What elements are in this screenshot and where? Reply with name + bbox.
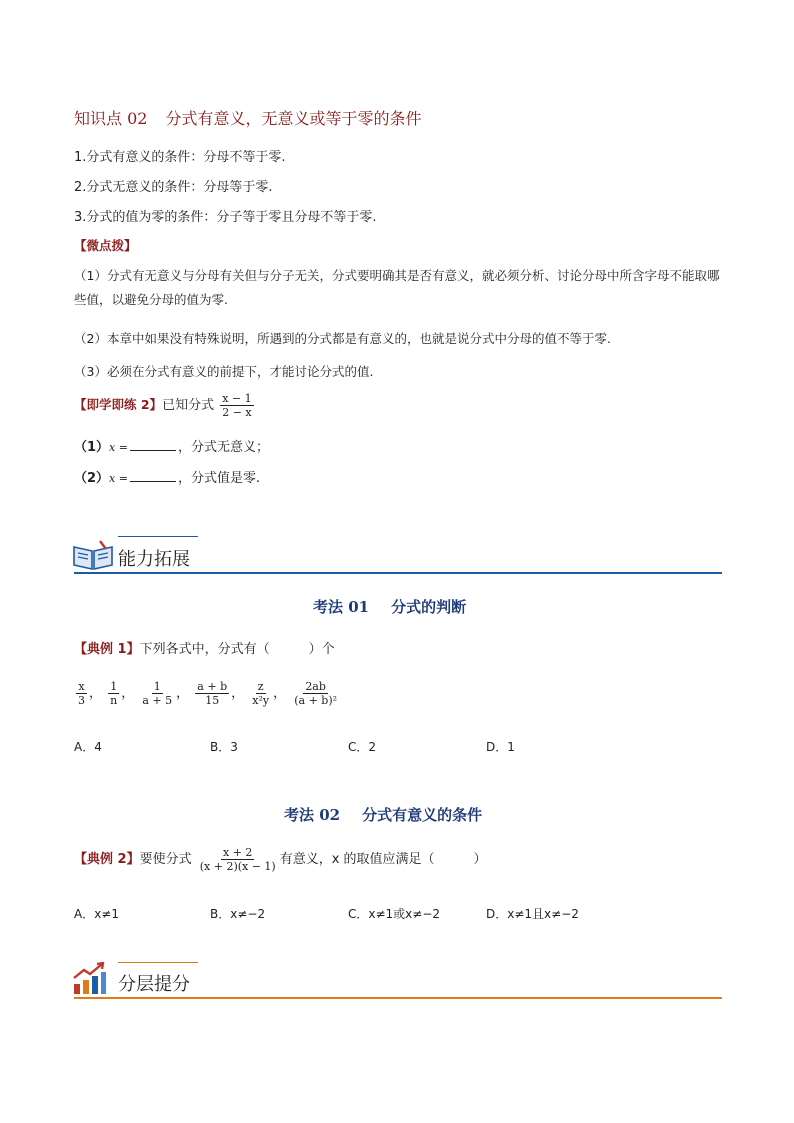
tip-label: 【微点拨】 <box>74 238 137 253</box>
answer-blank-1[interactable] <box>130 450 176 451</box>
example2-fraction: $\frac{x + 2}{(x + 2)(x - 1)}$ <box>199 846 276 873</box>
section2-top-rule <box>118 962 198 963</box>
fraction-denominator: 2 − x <box>222 406 252 419</box>
fraction-6: $\frac{2ab}{\text{(a + b)²}}$ <box>294 680 338 707</box>
answer-blank-2[interactable] <box>130 481 176 482</box>
example2-option-b[interactable]: B．x≠−2 <box>210 907 266 921</box>
practice-question-2: （2）x = ，分式值是零. <box>74 471 261 486</box>
example1-option-c[interactable]: C．2 <box>348 740 377 754</box>
section1-title: 能力拓展 <box>118 549 190 570</box>
example1-option-a[interactable]: A．4 <box>74 740 102 754</box>
kp-item-1: 1.分式有意义的条件：分母不等于零. <box>74 150 286 165</box>
method2-heading: 考法 02 分式有意义的条件 <box>284 806 483 824</box>
fraction-3: $\frac{1}{a + 5}$ <box>142 680 173 707</box>
example2-option-a[interactable]: A．x≠1 <box>74 907 120 921</box>
example2-option-c[interactable]: C．x≠1或x≠−2 <box>348 907 441 921</box>
knowledge-point-title: 分式有意义，无意义或等于零的条件 <box>165 109 422 128</box>
section2-title: 分层提分 <box>118 974 190 995</box>
example2-option-d[interactable]: D．x≠1且x≠−2 <box>486 907 579 921</box>
section1-top-rule <box>118 536 198 537</box>
practice-question-1: （1）x = ，分式无意义； <box>74 440 269 455</box>
fraction-4: $\frac{a + b}{15}$ <box>197 680 228 707</box>
knowledge-point-heading <box>74 106 421 129</box>
fraction-2: $\frac{1}{n}$ <box>110 680 118 707</box>
tip-paragraph-2: （2）本章中如果没有特殊说明，所遇到的分式都是有意义的，也就是说分式中分母的值不等于零. <box>74 331 611 346</box>
fraction-1: $\frac{x}{3}$ <box>78 680 85 707</box>
kp-item-2: 2.分式无意义的条件：分母等于零. <box>74 180 273 195</box>
practice-lead: 已知分式 <box>162 398 215 413</box>
fraction-numerator: x − 1 <box>222 392 252 405</box>
fraction-5: $\frac{z}{\text{x²y}}$ <box>252 680 270 707</box>
example1-option-b[interactable]: B．3 <box>210 740 238 754</box>
tip-paragraph-3: （3）必须在分式有意义的前提下，才能讨论分式的值. <box>74 364 374 379</box>
method1-heading: 考法 01 分式的判断 <box>313 598 467 616</box>
tip-paragraph-1: （1）分式有无意义与分母有关但与分子无关，分式要明确其是否有意义，就必须分析、讨论分母中所含字母不能取哪些值，以避免分母的值为零. <box>74 268 720 307</box>
practice-fraction <box>220 392 253 419</box>
practice-label: 【即学即练 2】 <box>74 397 163 412</box>
example1-question: 【典例 1】下列各式中，分式有（ ）个 <box>74 642 335 657</box>
example1-option-d[interactable]: D．1 <box>486 740 515 754</box>
section2-underline <box>74 997 722 999</box>
growth-chart-icon <box>72 962 108 1000</box>
practice-line <box>74 392 256 419</box>
example2-question: 【典例 2】要使分式 $\frac{x + 2}{(x + 2)(x - 1)}$ 有意义，x 的取值应满足（ ） <box>74 846 487 873</box>
section1-underline <box>74 572 722 574</box>
example1-fraction-list: $\frac{x}{3}$ ， $\frac{1}{n}$ ， $\frac{1}{a + 5}$ ， $\frac{a + b}{15}$ ， $\frac{z}{\text{x²y}}$ ， $\frac{2ab}{\text{(a + b)²}}$ <box>78 680 338 707</box>
knowledge-point-number: 知识点 02 <box>74 109 148 128</box>
kp-item-3: 3.分式的值为零的条件：分子等于零且分母不等于零. <box>74 210 377 225</box>
book-icon <box>72 539 114 575</box>
